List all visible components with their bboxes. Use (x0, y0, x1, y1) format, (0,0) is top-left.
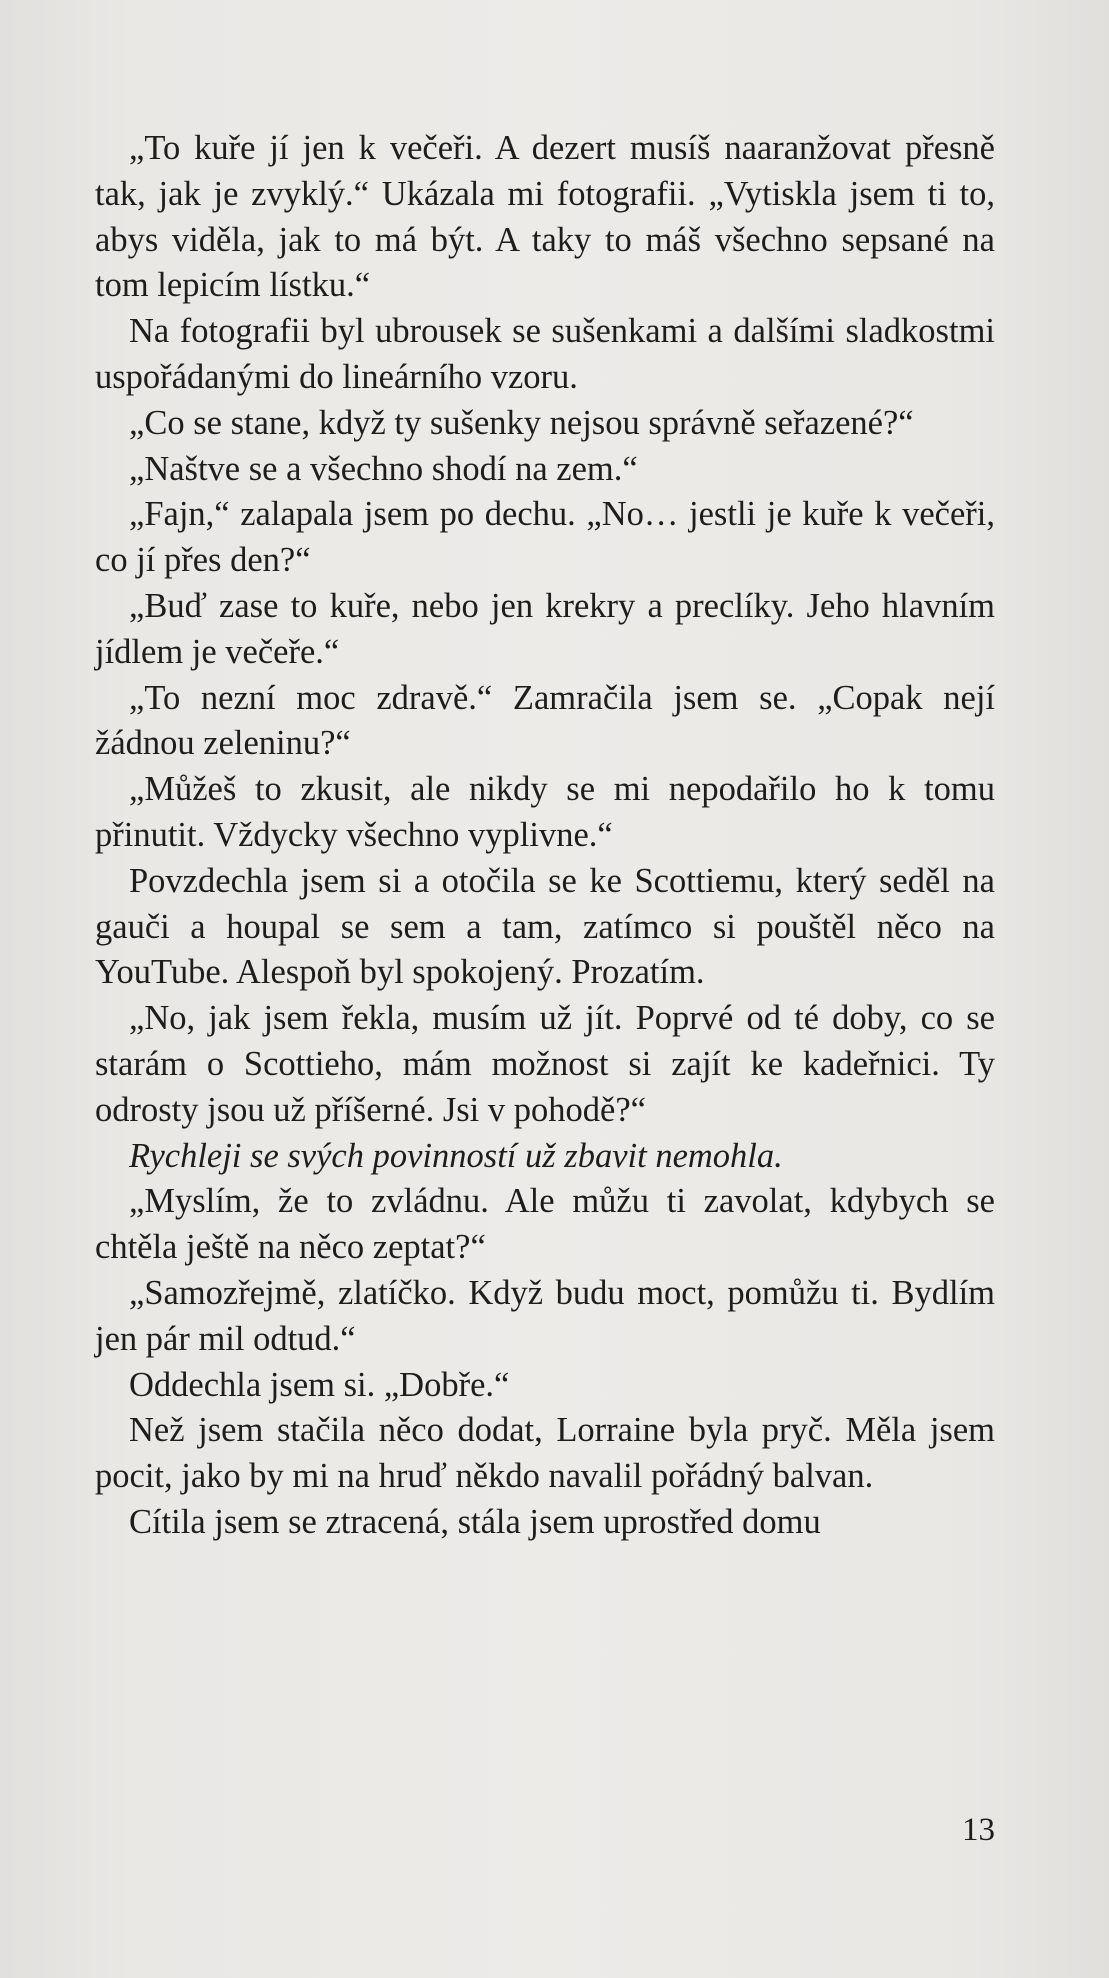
italic-paragraph: Rychleji se svých povinností už zbavit nemohla. (129, 1136, 783, 1175)
paragraph: Než jsem stačila něco dodat, Lorraine byla pryč. Měla jsem pocit, jako by mi na hruď někdo navalil pořádný balvan. (95, 1411, 995, 1496)
paragraph: „Co se stane, když ty sušenky nejsou správně seřazené?“ (129, 403, 914, 442)
paragraph: „To nezní moc zdravě.“ Zamračila jsem se. „Copak nejí žádnou zeleninu?“ (95, 678, 995, 763)
page-number: 13 (962, 1812, 995, 1848)
paragraph: Cítila jsem se ztracená, stála jsem uprostřed domu (129, 1502, 821, 1541)
paragraph: Povzdechla jsem si a otočila se ke Scottiemu, který seděl na gauči a houpal se sem a tam, zatímco si pouštěl něco na YouTube. Alespoň byl spokojený. Prozatím. (95, 861, 995, 992)
paragraph: „Fajn,“ zalapala jsem po dechu. „No… jestli je kuře k večeři, co jí přes den?“ (95, 495, 995, 580)
paragraph: „Samozřejmě, zlatíčko. Když budu moct, pomůžu ti. Bydlím jen pár mil odtud.“ (95, 1273, 995, 1358)
body-text (95, 126, 995, 1546)
paragraph: „Myslím, že to zvládnu. Ale můžu ti zavolat, kdybych se chtěla ještě na něco zeptat?“ (95, 1182, 995, 1267)
paragraph: „Naštve se a všechno shodí na zem.“ (129, 449, 638, 488)
paragraph: Oddechla jsem si. „Dobře.“ (129, 1365, 510, 1404)
paragraph: Na fotografii byl ubrousek se sušenkami a dalšími sladkostmi uspořádanými do lineárního vzoru. (95, 312, 995, 396)
paragraph: „Buď zase to kuře, nebo jen krekry a preclíky. Jeho hlavním jídlem je večeře.“ (95, 586, 995, 671)
paragraph: „To kuře jí jen k večeři. A dezert musíš naaranžovat přesně tak, jak je zvyklý.“ Ukázala mi fotografii. „Vytiskla jsem ti to, abys viděla, jak to má být. A taky to máš všechno sepsané na tom lepicím lístku.“ (95, 129, 995, 305)
paragraph: „Můžeš to zkusit, ale nikdy se mi nepodařilo ho k tomu přinutit. Vždycky všechno vyplivne.“ (95, 770, 995, 854)
paragraph: „No, jak jsem řekla, musím už jít. Poprvé od té doby, co se starám o Scottieho, mám možnost si zajít ke kadeřnici. Ty odrosty jsou už příšerné. Jsi v pohodě?“ (95, 999, 995, 1129)
